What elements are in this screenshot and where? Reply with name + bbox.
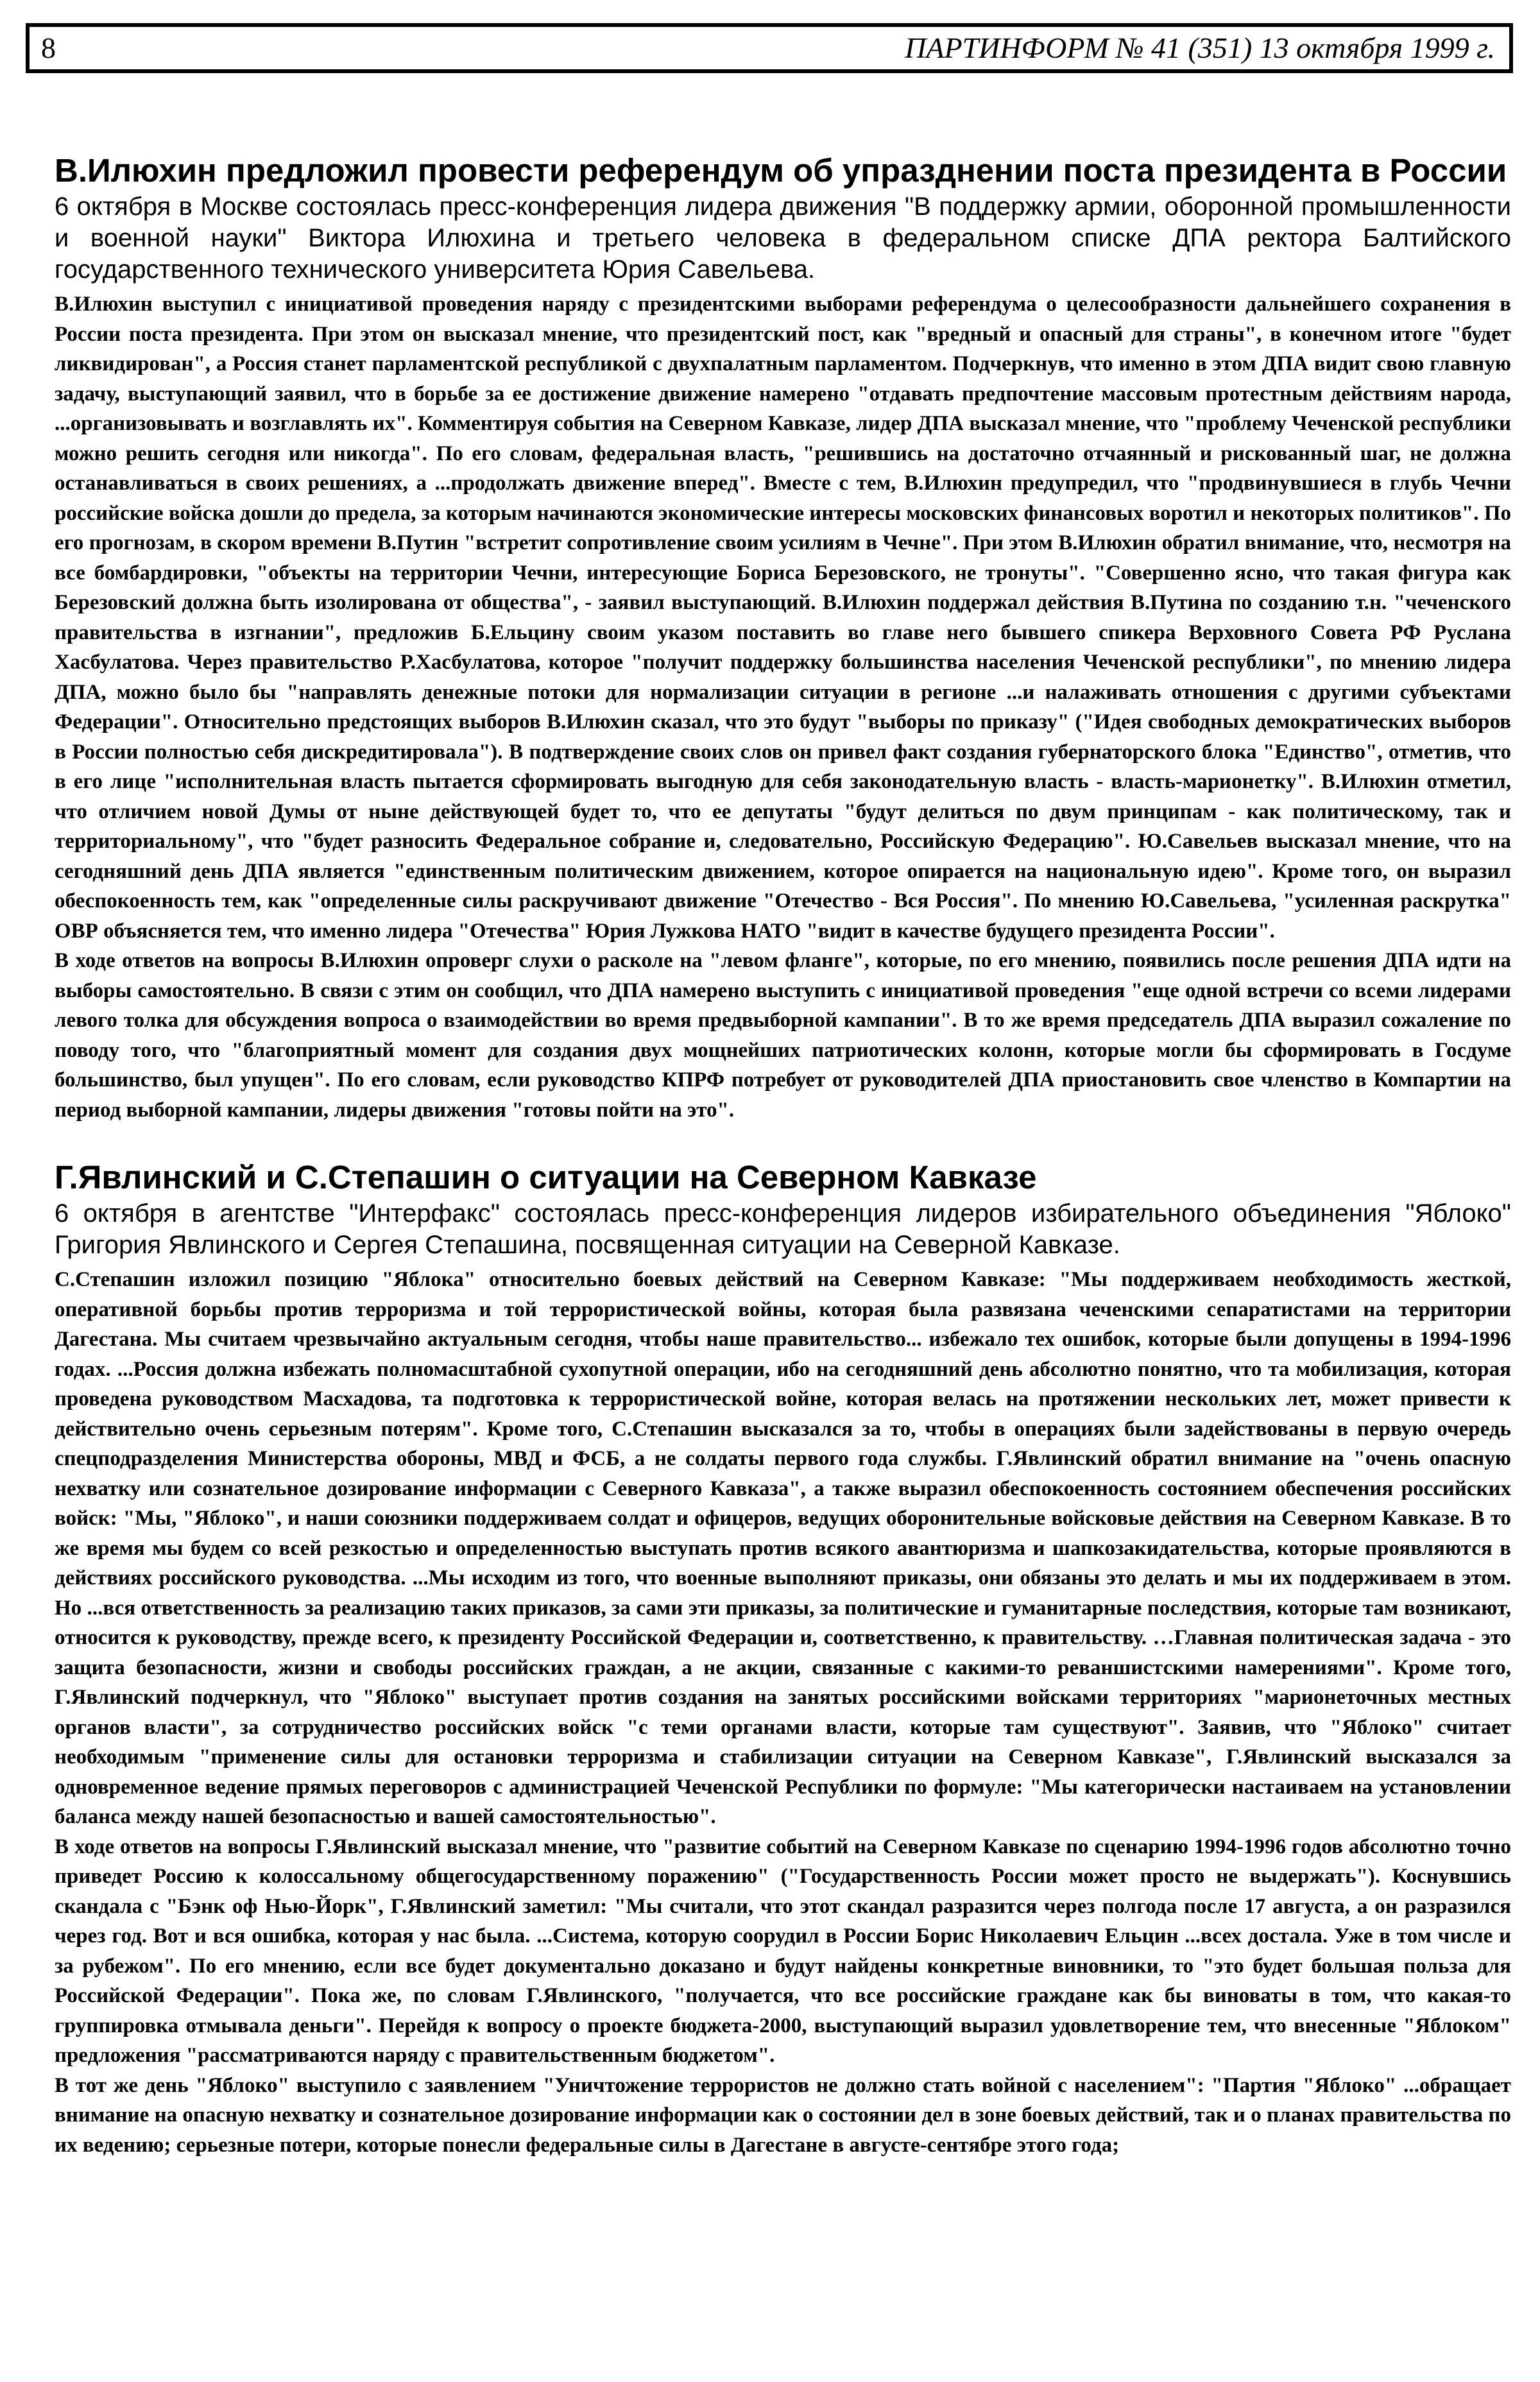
article-ilyukhin [55,151,1511,1125]
issue-line: ПАРТИНФОРМ № 41 (351) 13 октября 1999 г. [905,31,1495,64]
article-paragraph: В тот же день "Яблоко" выступило с заявлением "Уничтожение террористов не должно стать войной с населением": "Партия "Яблоко" ...обращает внимание на опасную нехватку и сознательное дозирование информации как о состоянии дел в зоне боевых действий, так и о планах правительства по их ведению; серьезные потери, которые понесли федеральные силы в Дагестане в августе-сентябре этого года; [55,2073,1511,2157]
article-paragraph: В ходе ответов на вопросы В.Илюхин опроверг слухи о расколе на "левом фланге", которые, по его мнению, появились после решения ДПА идти на выборы самостоятельно. В связи с этим он сообщил, что ДПА намерено выступить с инициативой проведения "еще одной встречи со всеми лидерами левого толка для обсуждения вопроса о взаимодействии во время предвыборной кампании". В то же время председатель ДПА выразил сожаление по поводу того, что "благоприятный момент для создания двух мощнейших патриотических колонн, которые могли бы сформировать в Госдуме большинство, был упущен". По его словам, если руководство КПРФ потребует от руководителей ДПА приостановить свое членство в Компартии на период выборной кампании, лидеры движения "готовы пойти на это". [55,949,1511,1122]
article-paragraph: С.Степашин изложил позицию "Яблока" относительно боевых действий на Северном Кавказе: "Мы поддерживаем необходимость жесткой, оперативной борьбы против терроризма и той террористической войны, которая была развязана чеченскими сепаратистами на территории Дагестана. Мы считаем чрезвычайно актуальным сегодня, чтобы наше правительство... избежало тех ошибок, которые были допущены в 1994-1996 годах. ...Россия должна избежать полномасштабной сухопутной операции, ибо на сегодняшний день абсолютно понятно, что та мобилизация, которая проведена руководством Масхадова, та подготовка к террористической войне, которая велась на протяжении нескольких лет, может привести к действительно очень серьезным потерям". Кроме того, С.Степашин высказался за то, чтобы в операциях были задействованы в первую очередь спецподразделения Министерства обороны, МВД и ФСБ, а не солдаты первого года службы. Г.Явлинский обратил внимание на "очень опасную нехватку или сознательное дозирование информации с Северного Кавказа", а также выразил обеспокоенность состоянием обеспечения российских войск: "Мы, "Яблоко", и наши союзники поддерживаем солдат и офицеров, ведущих оборонительные войсковые действия на Северном Кавказе. В то же время мы будем со всей резкостью и определенностью выступать против всякого авантюризма и шапкозакидательства, которые проявляются в действиях российского руководства. ...Мы исходим из того, что военные выполняют приказы, они обязаны это делать и мы их поддерживаем в этом. Но ...вся ответственность за реализацию таких приказов, за сами эти приказы, за политические и гуманитарные последствия, которые там возникают, относится к руководству, прежде всего, к президенту Российской Федерации и, соответственно, к правительству. …Главная политическая задача - это защита безопасности, жизни и свободы российских граждан, а не акции, связанные с какими-то реваншистскими намерениями". Кроме того, Г.Явлинский подчеркнул, что "Яблоко" выступает против создания на занятых российскими войсками территориях "марионеточных местных органов власти", за сотрудничество российских войск "с теми органами власти, которые там существуют". Заявив, что "Яблоко" считает необходимым "применение силы для остановки терроризма и стабилизации ситуации на Северном Кавказе", Г.Явлинский высказался за одновременное ведение прямых переговоров с администрацией Чеченской Республики по формуле: "Мы категорически настаиваем на установлении баланса между нашей безопасностью и вашей самостоятельностью". [55,1268,1511,1828]
article-lead: 6 октября в агентстве "Интерфакс" состоялась пресс-конференция лидеров избирательного объединения "Яблоко" Григория Явлинского и Сергея Степашина, посвященная ситуации на Северной Кавказе. [55,1199,1511,1259]
page-number: 8 [41,31,56,64]
article-title: Г.Явлинский и С.Степашин о ситуации на Северном Кавказе [55,1159,1037,1195]
article-paragraph: В.Илюхин выступил с инициативой проведения наряду с президентскими выборами референдума о целесообразности дальнейшего сохранения в России поста президента. При этом он высказал мнение, что президентский пост, как "вредный и опасный для страны", в конечном итоге "будет ликвидирован", а Россия станет парламентской республикой с двухпалатным парламентом. Подчеркнув, что именно в этом ДПА видит свою главную задачу, выступающий заявил, что в борьбе за ее достижение движение намерено "отдавать предпочтение массовым протестным действиям народа, ...организовывать и возглавлять их". Комментируя события на Северном Кавказе, лидер ДПА высказал мнение, что "проблему Чеченской республики можно решить сегодня или никогда". По его словам, федеральная власть, "решившись на достаточно отчаянный и рискованный шаг, не должна останавливаться в своих решениях, а ...продолжать движение вперед". Вместе с тем, В.Илюхин предупредил, что "продвинувшиеся в глубь Чечни российские войска дошли до предела, за которым начинаются экономические интересы московских финансовых воротил и некоторых политиков". По его прогнозам, в скором времени В.Путин "встретит сопротивление своим усилиям в Чечне". При этом В.Илюхин обратил внимание, что, несмотря на все бомбардировки, "объекты на территории Чечни, интересующие Бориса Березовского, не тронуты". "Совершенно ясно, что такая фигура как Березовский должна быть изолирована от общества", - заявил выступающий. В.Илюхин поддержал действия В.Путина по созданию т.н. "чеченского правительства в изгнании", предложив Б.Ельцину своим указом поставить во главе него бывшего спикера Верховного Совета РФ Руслана Хасбулатова. Через правительство Р.Хасбулатова, которое "получит поддержку большинства населения Чеченской республики", по мнению лидера ДПА, можно было бы "направлять денежные потоки для нормализации ситуации в регионе ...и налаживать отношения с другими субъектами Федерации". Относительно предстоящих выборов В.Илюхин сказал, что это будут "выборы по приказу" ("Идея свободных демократических выборов в России полностью себя дискредитировала"). В подтверждение своих слов он привел факт создания губернаторского блока "Единство", отметив, что в его лице "исполнительная власть пытается сформировать выгодную для себя законодательную власть - власть-марионетку". В.Илюхин отметил, что отличием новой Думы от ныне действующей будет то, что ее депутаты "будут делиться по двум принципам - как политическому, так и территориальному", что "будет разносить Федеральное собрание и, следовательно, Российскую Федерацию". Ю.Савельев высказал мнение, что на сегодняшний день ДПА является "единственным политическим движением, которое опирается на национальную идею". Кроме того, он выразил обеспокоенность тем, как "определенные силы раскручивают движение "Отечество - Вся Россия". По мнению Ю.Савельева, "усиленная раскрутка" ОВР объясняется тем, что именно лидера "Отечества" Юрия Лужкова НАТО "видит в качестве будущего президента России". [55,293,1511,943]
page-header [26,23,1513,73]
article-paragraph: В ходе ответов на вопросы Г.Явлинский высказал мнение, что "развитие событий на Северном Кавказе по сценарию 1994-1996 годов абсолютно точно приведет Россию к колоссальному общегосударственному поражению" ("Государственность России может просто не выдержать"). Коснувшись скандала с "Бэнк оф Нью-Йорк", Г.Явлинский заметил: "Мы считали, что этот скандал разразится через полгода после 17 августа, а он разразился через год. Вот и вся ошибка, которая у нас была. ...Система, которую соорудил в России Борис Николаевич Ельцин ...всех достала. Уже в том числе и за рубежом". По его мнению, если все будет документально доказано и будут найдены конкретные виновники, то "это будет большая польза для Российской Федерации". Пока же, по словам Г.Явлинского, "получается, что все российские граждане как бы виноваты в том, что какая-то группировка отмывала деньги". Перейдя к вопросу о проекте бюджета-2000, выступающий выразил удовлетворение тем, что внесенные "Яблоком" предложения "рассматриваются наряду с правительственным бюджетом". [55,1835,1511,2067]
article-title: В.Илюхин предложил провести референдум об упразднении поста президента в России [55,152,1507,189]
article-lead: 6 октября в Москве состоялась пресс-конференция лидера движения "В поддержку армии, оборонной промышленности и военной науки" Виктора Илюхина и третьего человека в федеральном списке ДПА ректора Балтийского государственного технического университета Юрия Савельева. [55,193,1511,284]
newspaper-page [26,23,1513,2160]
article-yavlinsky-stepashin [55,1158,1511,2160]
